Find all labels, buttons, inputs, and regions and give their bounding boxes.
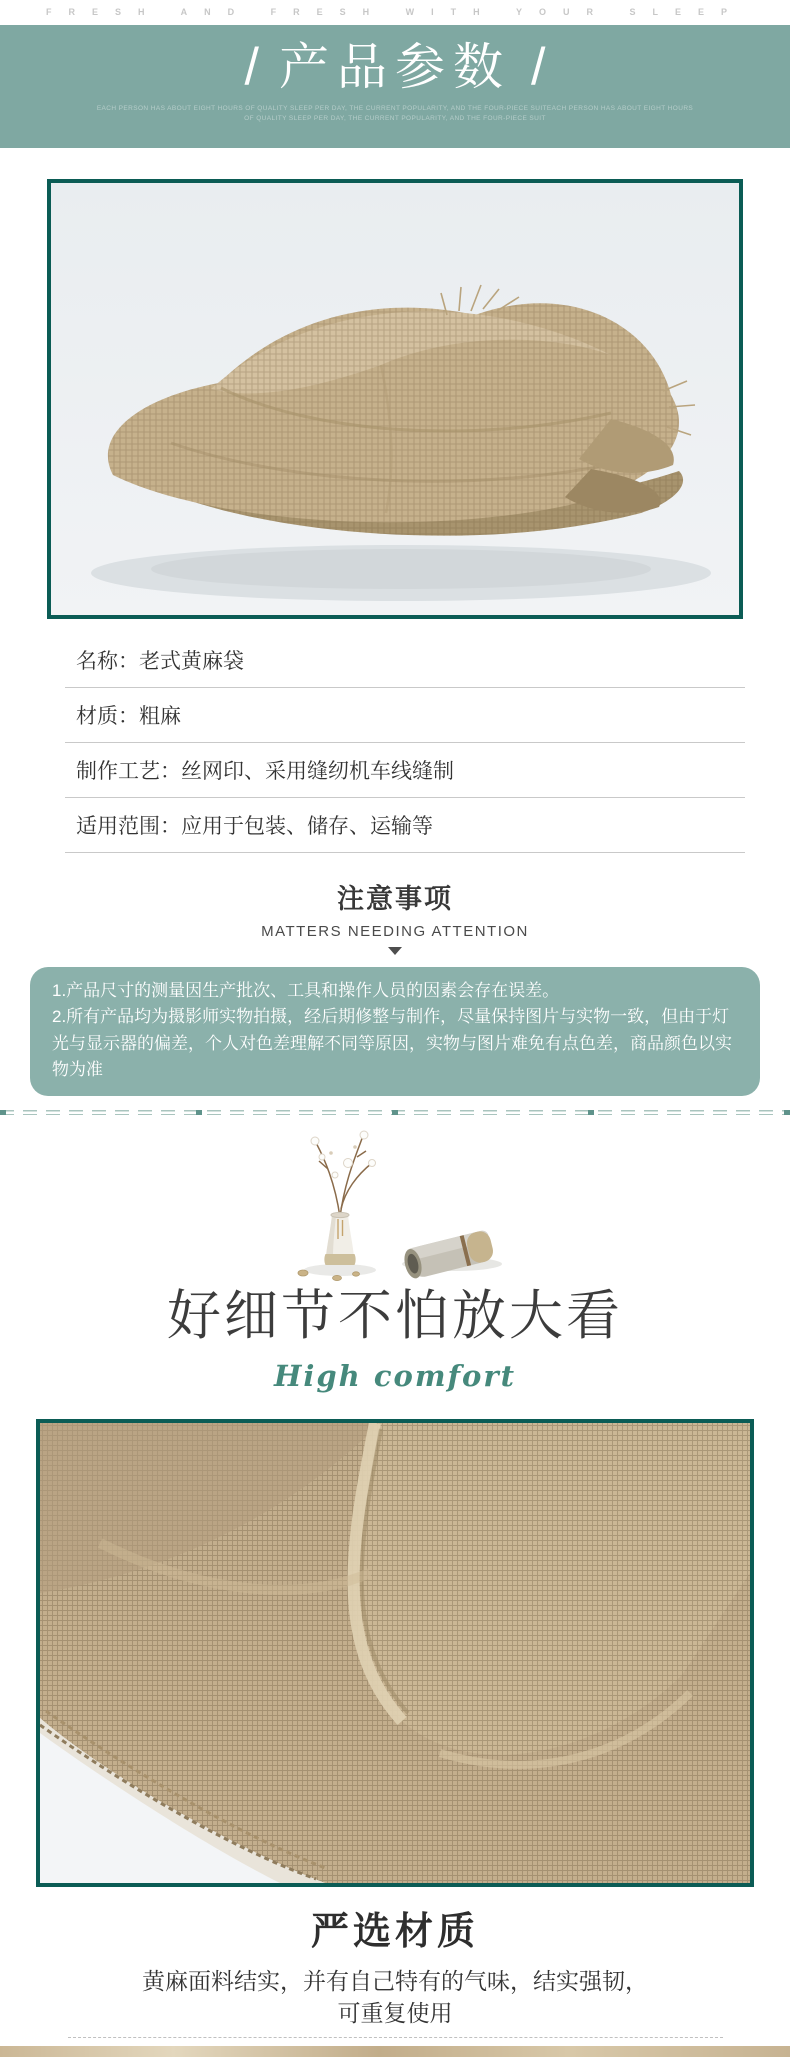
section-divider — [0, 1110, 790, 1115]
banner-subtext-line2: OF QUALITY SLEEP PER DAY, THE CURRENT POPULARITY, AND THE FOUR-PIECE SUIT — [244, 115, 546, 122]
notice-item-1: 1.产品尺寸的测量因生产批次、工具和操作人员的因素会存在误差。 — [52, 981, 560, 1000]
section-header-banner — [0, 25, 790, 148]
jute-fabric-closeup-photo — [40, 1423, 750, 1883]
next-photo-sliver — [0, 2046, 790, 2057]
material-heading: 严选材质 — [310, 1911, 479, 1954]
banner-title-row — [0, 25, 790, 97]
detail-script-caption: High comfort — [273, 1359, 517, 1394]
notice-item-2: 2.所有产品均为摄影师实物拍摄，经后期修整与制作，尽量保持图片与实物一致，但由于灯光与显示器的偏差，个人对色差理解不同等原因，实物与图片难免有点色差，商品颜色以实物为准 — [52, 1007, 732, 1080]
banner-subtext-line1: EACH PERSON HAS ABOUT EIGHT HOURS OF QUALITY SLEEP PER DAY, THE CURRENT POPULARITY, AND THE FOUR-PIECE SUITEACH PERSON HAS ABOUT EIGHT HOURS — [96, 105, 694, 112]
spec-row-name: 名称：老式黄麻袋 — [65, 633, 745, 688]
notice-box — [30, 967, 760, 1096]
banner-subtext — [0, 104, 790, 124]
slash-decor-right: / — [531, 38, 546, 96]
spec-row-craft: 制作工艺：丝网印、采用缝纫机车线缝制 — [65, 743, 745, 798]
notice-title: 注意事项 — [337, 884, 453, 914]
vase-decoration — [245, 1123, 545, 1281]
closeup-photo-frame — [36, 1419, 754, 1887]
spec-row-scope: 适用范围：应用于包装、储存、运输等 — [65, 798, 745, 853]
slash-decor-left: / — [244, 38, 259, 96]
material-desc-line1: 黄麻面料结实，并有自己特有的气味，结实强韧， — [142, 1968, 648, 1995]
spec-row-material: 材质：粗麻 — [65, 688, 745, 743]
vase-illustration — [245, 1123, 545, 1281]
down-arrow-icon — [388, 947, 402, 955]
dashed-divider — [68, 2037, 723, 2038]
material-desc-line2: 可重复使用 — [337, 2000, 453, 2027]
notice-section-header — [0, 877, 790, 955]
material-description — [0, 1965, 790, 2029]
notice-subtitle: MATTERS NEEDING ATTENTION — [261, 923, 529, 940]
spec-list — [65, 633, 745, 853]
detail-heading: 好细节不怕放大看 — [167, 1286, 623, 1347]
folded-jute-bag-photo — [51, 183, 739, 615]
product-photo-frame — [47, 179, 743, 619]
page-title: 产品参数 — [279, 39, 511, 95]
top-tagline: FRESH AND FRESH WITH YOUR SLEEP — [45, 7, 744, 17]
